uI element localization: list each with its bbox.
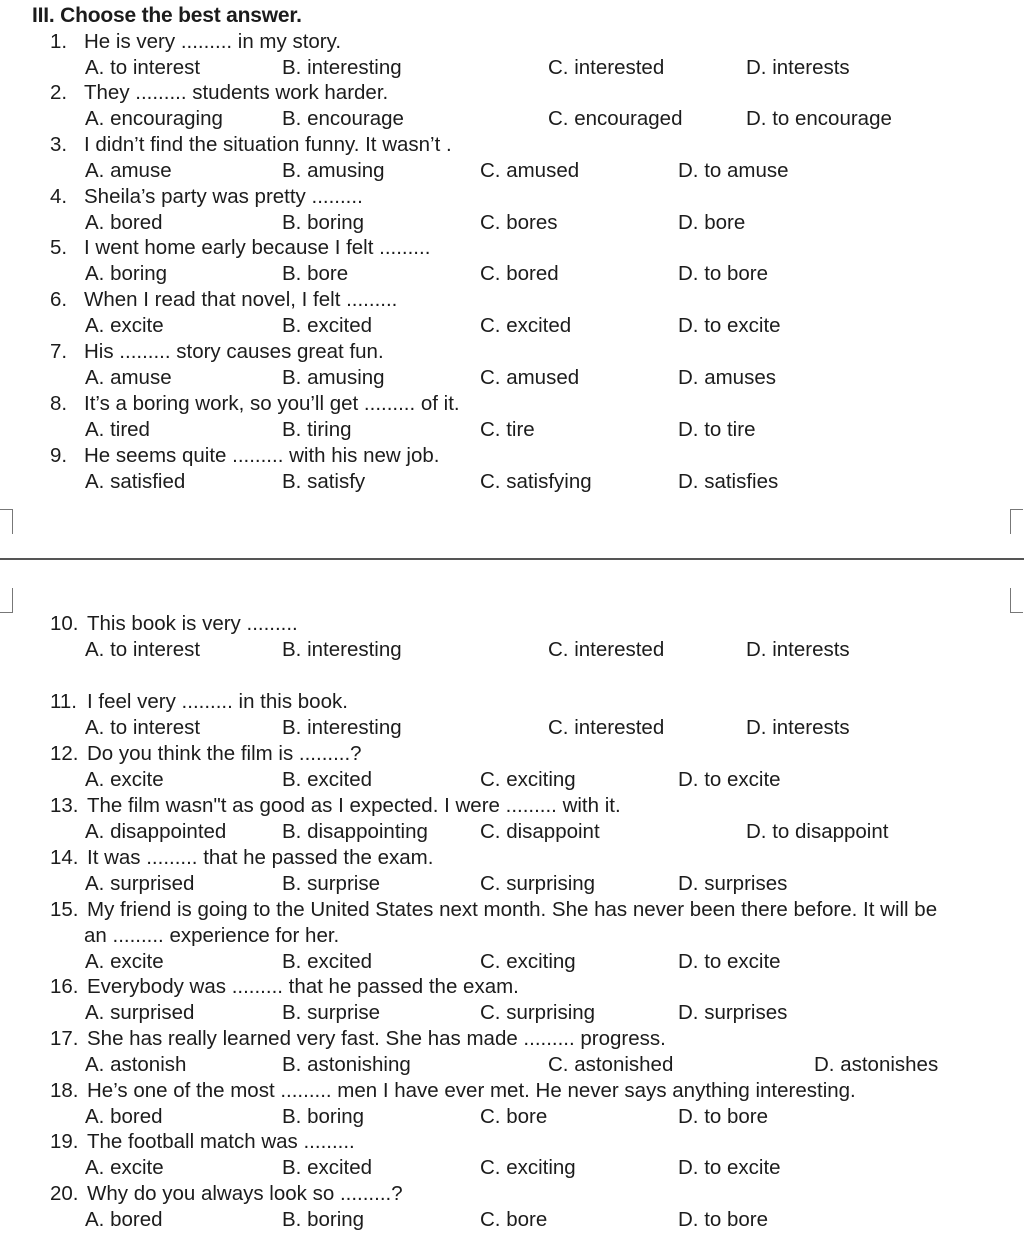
option-a: A. excite xyxy=(85,1156,164,1179)
option-c: C. astonished xyxy=(548,1053,674,1076)
option-a: A. satisfied xyxy=(85,470,186,493)
option-d: D. bore xyxy=(678,211,746,234)
option-c: C. exciting xyxy=(480,768,576,791)
question-number: 5. xyxy=(50,236,68,259)
question-number: 14. xyxy=(50,846,79,869)
option-a: A. bored xyxy=(85,211,163,234)
option-b: B. encourage xyxy=(282,107,404,130)
option-a: A. astonish xyxy=(85,1053,187,1076)
option-c: C. exciting xyxy=(480,950,576,973)
option-d: D. to bore xyxy=(678,1105,769,1128)
question-text: It’s a boring work, so you’ll get ......... of it. xyxy=(84,392,460,415)
question-text: The film wasn"t as good as I expected. I were ......... with it. xyxy=(87,794,621,817)
question-1 xyxy=(50,29,341,55)
question-15 xyxy=(50,897,937,923)
question-19 xyxy=(50,1129,355,1155)
option-b: B. astonishing xyxy=(282,1053,411,1076)
question-6 xyxy=(50,287,397,313)
question-number: 20. xyxy=(50,1182,79,1205)
option-c: C. surprising xyxy=(480,872,596,895)
option-d: D. to excite xyxy=(678,768,781,791)
question-number: 11. xyxy=(50,690,77,713)
question-14 xyxy=(50,845,433,871)
option-c: C. satisfying xyxy=(480,470,592,493)
question-number: 2. xyxy=(50,81,68,104)
question-2 xyxy=(50,80,388,106)
question-11 xyxy=(50,689,348,715)
option-b: B. excited xyxy=(282,950,373,973)
question-text: She has really learned very fast. She has made ......... progress. xyxy=(87,1027,666,1050)
option-b: B. disappointing xyxy=(282,820,428,843)
option-b: B. boring xyxy=(282,211,365,234)
option-c: C. bore xyxy=(480,1208,548,1231)
question-number: 17. xyxy=(50,1027,79,1050)
page-corner-mark xyxy=(1010,588,1023,613)
question-text: Sheila’s party was pretty ......... xyxy=(84,185,363,208)
question-number: 7. xyxy=(50,340,68,363)
question-16 xyxy=(50,974,519,1000)
option-d: D. to disappoint xyxy=(746,820,889,843)
question-10 xyxy=(50,611,298,637)
option-b: B. interesting xyxy=(282,716,402,739)
question-text: Why do you always look so .........? xyxy=(87,1182,403,1205)
option-b: B. interesting xyxy=(282,638,402,661)
option-b: B. excited xyxy=(282,314,373,337)
option-a: A. encouraging xyxy=(85,107,223,130)
option-a: A. boring xyxy=(85,262,168,285)
option-d: D. to excite xyxy=(678,314,781,337)
option-b: B. excited xyxy=(282,1156,373,1179)
question-5 xyxy=(50,235,430,261)
option-a: A. to interest xyxy=(85,638,201,661)
option-d: D. astonishes xyxy=(814,1053,939,1076)
question-number: 1. xyxy=(50,30,68,53)
option-c: C. bored xyxy=(480,262,559,285)
option-c: C. tire xyxy=(480,418,535,441)
page-corner-mark xyxy=(1010,509,1023,534)
option-d: D. satisfies xyxy=(678,470,779,493)
option-b: B. bore xyxy=(282,262,349,285)
option-a: A. bored xyxy=(85,1105,163,1128)
question-number: 19. xyxy=(50,1130,79,1153)
option-b: B. interesting xyxy=(282,56,402,79)
option-b: B. surprise xyxy=(282,1001,380,1024)
question-number: 3. xyxy=(50,133,68,156)
page-corner-mark xyxy=(0,509,13,534)
option-c: C. bores xyxy=(480,211,558,234)
option-a: A. excite xyxy=(85,768,164,791)
question-text: This book is very ......... xyxy=(87,612,298,635)
option-b: B. boring xyxy=(282,1208,365,1231)
question-text: He is very ......... in my story. xyxy=(84,30,342,53)
option-a: A. disappointed xyxy=(85,820,227,843)
option-a: A. amuse xyxy=(85,366,172,389)
question-text: They ......... students work harder. xyxy=(84,81,389,104)
question-text-continued: an ......... experience for her. xyxy=(84,924,340,947)
question-7 xyxy=(50,339,384,365)
question-9 xyxy=(50,443,440,469)
option-b: B. boring xyxy=(282,1105,365,1128)
question-8 xyxy=(50,391,460,417)
page-break-line xyxy=(0,558,1024,560)
option-a: A. excite xyxy=(85,314,164,337)
option-d: D. to excite xyxy=(678,950,781,973)
option-d: D. interests xyxy=(746,56,850,79)
question-number: 13. xyxy=(50,794,79,817)
question-18 xyxy=(50,1078,856,1104)
option-d: D. to excite xyxy=(678,1156,781,1179)
option-a: A. bored xyxy=(85,1208,163,1231)
question-text: I feel very ......... in this book. xyxy=(87,690,348,713)
option-b: B. tiring xyxy=(282,418,352,441)
question-text: He seems quite ......... with his new job. xyxy=(84,444,440,467)
question-text: I didn’t find the situation funny. It wasn’t . xyxy=(84,133,452,156)
question-4 xyxy=(50,184,363,210)
option-a: A. surprised xyxy=(85,1001,195,1024)
question-text: My friend is going to the United States next month. She has never been there before. It will be xyxy=(87,898,938,921)
question-number: 12. xyxy=(50,742,79,765)
question-13 xyxy=(50,793,621,819)
option-c: C. encouraged xyxy=(548,107,683,130)
option-d: D. to amuse xyxy=(678,159,789,182)
option-c: C. amused xyxy=(480,366,580,389)
option-d: D. surprises xyxy=(678,1001,788,1024)
question-text: It was ......... that he passed the exam. xyxy=(87,846,434,869)
option-b: B. surprise xyxy=(282,872,380,895)
question-text: He’s one of the most ......... men I have ever met. He never says anything interesting. xyxy=(87,1079,856,1102)
option-c: C. bore xyxy=(480,1105,548,1128)
question-text: I went home early because I felt ......... xyxy=(84,236,431,259)
option-c: C. interested xyxy=(548,716,665,739)
question-text: The football match was ......... xyxy=(87,1130,355,1153)
option-a: A. amuse xyxy=(85,159,172,182)
question-12 xyxy=(50,741,362,767)
question-text: When I read that novel, I felt ......... xyxy=(84,288,398,311)
option-d: D. to encourage xyxy=(746,107,892,130)
question-text: Everybody was ......... that he passed the exam. xyxy=(87,975,519,998)
question-17 xyxy=(50,1026,666,1052)
option-a: A. excite xyxy=(85,950,164,973)
option-c: C. surprising xyxy=(480,1001,596,1024)
question-3 xyxy=(50,132,452,158)
option-c: C. interested xyxy=(548,638,665,661)
question-number: 8. xyxy=(50,392,68,415)
question-number: 16. xyxy=(50,975,79,998)
option-a: A. tired xyxy=(85,418,150,441)
question-number: 10. xyxy=(50,612,79,635)
option-c: C. exciting xyxy=(480,1156,576,1179)
section-heading: III. Choose the best answer. xyxy=(32,4,302,27)
option-d: D. to tire xyxy=(678,418,756,441)
option-b: B. satisfy xyxy=(282,470,366,493)
option-d: D. to bore xyxy=(678,262,769,285)
page-corner-mark xyxy=(0,588,13,613)
option-b: B. amusing xyxy=(282,159,385,182)
option-a: A. surprised xyxy=(85,872,195,895)
option-d: D. interests xyxy=(746,638,850,661)
option-d: D. surprises xyxy=(678,872,788,895)
question-number: 6. xyxy=(50,288,68,311)
option-a: A. to interest xyxy=(85,56,201,79)
option-d: D. to bore xyxy=(678,1208,769,1231)
question-text: Do you think the film is .........? xyxy=(87,742,362,765)
option-c: C. disappoint xyxy=(480,820,600,843)
question-number: 9. xyxy=(50,444,68,467)
option-b: B. excited xyxy=(282,768,373,791)
question-number: 15. xyxy=(50,898,79,921)
option-a: A. to interest xyxy=(85,716,201,739)
question-number: 18. xyxy=(50,1079,79,1102)
option-d: D. amuses xyxy=(678,366,776,389)
option-c: C. interested xyxy=(548,56,665,79)
question-number: 4. xyxy=(50,185,68,208)
question-20 xyxy=(50,1181,403,1207)
question-text: His ......... story causes great fun. xyxy=(84,340,384,363)
option-c: C. amused xyxy=(480,159,580,182)
option-c: C. excited xyxy=(480,314,572,337)
option-d: D. interests xyxy=(746,716,850,739)
option-b: B. amusing xyxy=(282,366,385,389)
